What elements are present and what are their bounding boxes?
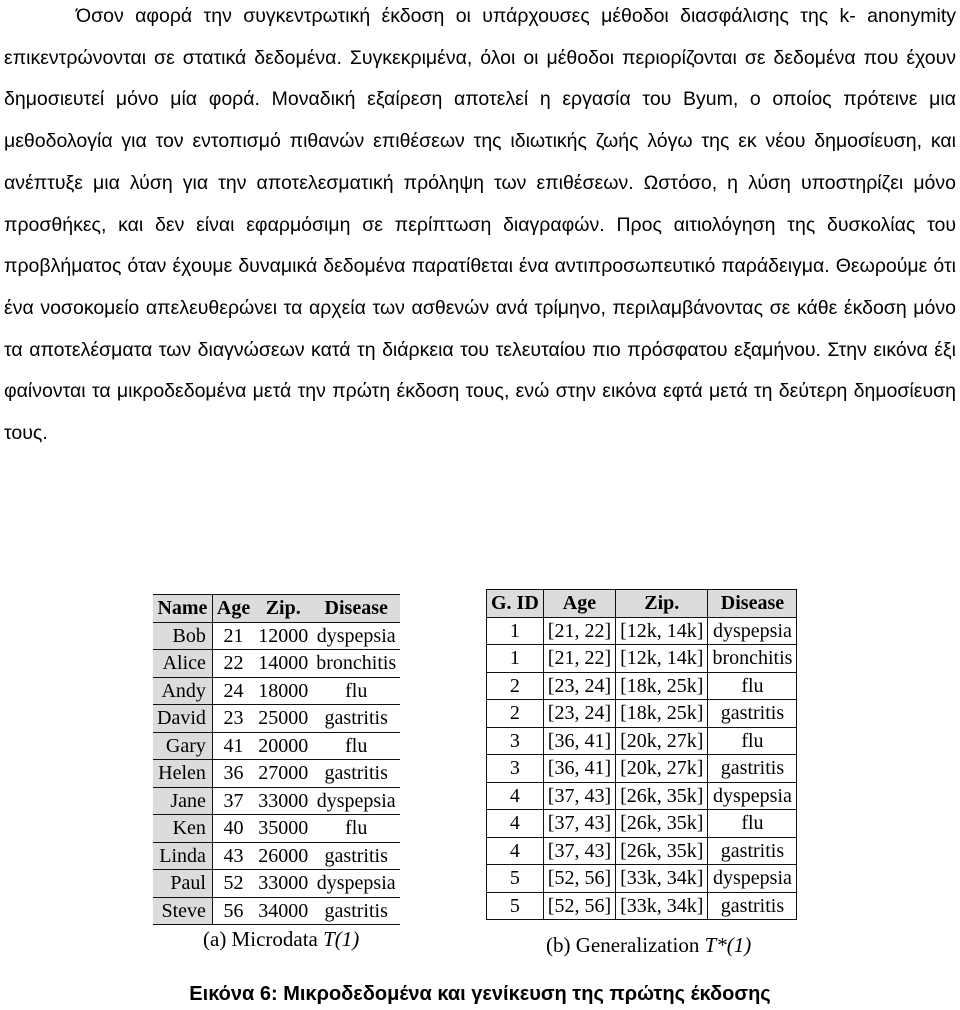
- table-cell: 1: [487, 617, 544, 645]
- table-cell: 34000: [254, 897, 312, 925]
- table-cell: 3: [487, 727, 544, 755]
- table-cell: Ken: [153, 815, 212, 843]
- table-cell: 22: [212, 650, 254, 678]
- table-cell: gastritis: [312, 705, 400, 733]
- table-cell: Helen: [153, 760, 212, 788]
- table-row: [153, 760, 400, 788]
- table-cell: 18000: [254, 677, 312, 705]
- caption-a-prefix: (a) Microdata: [203, 927, 324, 951]
- table-cell: [26k, 35k]: [616, 837, 708, 865]
- table-cell: 2: [487, 672, 544, 700]
- microdata-table: [153, 594, 400, 925]
- table-cell: 14000: [254, 650, 312, 678]
- table-cell: [37, 43]: [543, 837, 615, 865]
- table-cell: 4: [487, 810, 544, 838]
- table-cell: 3: [487, 755, 544, 783]
- table-cell: [18k, 25k]: [616, 700, 708, 728]
- table-cell: [23, 24]: [543, 672, 615, 700]
- table-cell: [12k, 14k]: [616, 645, 708, 673]
- table-cell: 33000: [254, 870, 312, 898]
- table-row: [153, 622, 400, 650]
- table-cell: flu: [708, 810, 797, 838]
- table-cell: 5: [487, 865, 544, 893]
- table-cell: [33k, 34k]: [616, 892, 708, 920]
- table-cell: dyspepsia: [312, 787, 400, 815]
- table-row: [487, 837, 797, 865]
- table-cell: [52, 56]: [543, 892, 615, 920]
- caption-a-math: T(1): [323, 927, 360, 951]
- table-cell: 37: [212, 787, 254, 815]
- table-cell: 26000: [254, 842, 312, 870]
- table-row: [487, 892, 797, 920]
- generalization-table: [486, 589, 797, 920]
- table-cell: [36, 41]: [543, 727, 615, 755]
- table-row: [487, 617, 797, 645]
- table-cell: [20k, 27k]: [616, 755, 708, 783]
- table-cell: [21, 22]: [543, 645, 615, 673]
- table-cell: Jane: [153, 787, 212, 815]
- caption-b-math: T*(1): [704, 933, 752, 957]
- table-cell: 2: [487, 700, 544, 728]
- table-cell: flu: [312, 677, 400, 705]
- table-cell: [33k, 34k]: [616, 865, 708, 893]
- table-row: [487, 672, 797, 700]
- table-cell: flu: [312, 815, 400, 843]
- table-cell: Bob: [153, 622, 212, 650]
- column-header: Disease: [708, 590, 797, 618]
- table-cell: David: [153, 705, 212, 733]
- table-cell: gastritis: [312, 842, 400, 870]
- table-row: [487, 782, 797, 810]
- figure-caption: Εικόνα 6: Μικροδεδομένα και γενίκευση της πρώτης έκδοσης: [189, 983, 771, 1005]
- column-header: Zip.: [616, 590, 708, 618]
- table-cell: 4: [487, 837, 544, 865]
- table-row: [153, 787, 400, 815]
- table-cell: bronchitis: [312, 650, 400, 678]
- table-cell: [26k, 35k]: [616, 810, 708, 838]
- table-cell: Steve: [153, 897, 212, 925]
- table-cell: 27000: [254, 760, 312, 788]
- table-row: [153, 897, 400, 925]
- table-cell: [12k, 14k]: [616, 617, 708, 645]
- table-header-row: [153, 595, 400, 623]
- table-cell: [37, 43]: [543, 810, 615, 838]
- table-row: [153, 650, 400, 678]
- table-cell: 24: [212, 677, 254, 705]
- table-row: [487, 865, 797, 893]
- table-cell: 12000: [254, 622, 312, 650]
- table-cell: 21: [212, 622, 254, 650]
- table-cell: Linda: [153, 842, 212, 870]
- table-cell: gastritis: [312, 897, 400, 925]
- table-row: [153, 815, 400, 843]
- body-paragraph: Όσον αφορά την συγκεντρωτική έκδοση οι υπάρχουσες μέθοδοι διασφάλισης της k- anonymity επικεντρώνονται σε στατικά δεδομένα. Συγκεκριμένα, όλοι οι μέθοδοι περιορίζονται σε δεδομένα που έχουν δημοσιευτεί μόνο μία φορά. Μοναδική εξαίρεση αποτελεί η εργασία του Byum, ο οποίος πρότεινε μια μεθοδολογία για τον εντοπισμό πιθανών επιθέσεων της ιδιωτικής ζωής λόγω της εκ νέου δημοσίευση, και ανέπτυξε μια λύση για την αποτελεσματική πρόληψη των επιθέσεων. Ωστόσο, η λύση υποστηρίζει μόνο προσθήκες, και δεν είναι εφαρμόσιμη σε περίπτωση διαγραφών. Προς αιτιολόγηση της δυσκολίας του προβλήματος όταν έχουμε δυναμικά δεδομένα παρατίθεται ένα αντιπροσωπευτικό παράδειγμα. Θεωρούμε ότι ένα νοσοκομείο απελευθερώνει τα αρχεία των ασθενών ανά τρίμηνο, περιλαμβάνοντας σε κάθε έκδοση μόνο τα αποτελέσματα των διαγνώσεων κατά τη διάρκεια του τελευταίου πιο πρόσφατου εξαμήνου. Στην εικόνα έξι φαίνονται τα μικροδεδομένα μετά την πρώτη έκδοση τους, ενώ στην εικόνα εφτά μετά τη δεύτερη δημοσίευση τους.: [4, 5, 956, 445]
- column-header: Age: [212, 595, 254, 623]
- table-row: [487, 810, 797, 838]
- table-cell: [37, 43]: [543, 782, 615, 810]
- table-cell: 20000: [254, 732, 312, 760]
- table-cell: gastritis: [708, 700, 797, 728]
- column-header: Zip.: [254, 595, 312, 623]
- table-cell: gastritis: [708, 892, 797, 920]
- table-row: [153, 732, 400, 760]
- table-b-caption: [546, 933, 751, 958]
- table-cell: gastritis: [312, 760, 400, 788]
- column-header: G. ID: [487, 590, 544, 618]
- table-cell: 33000: [254, 787, 312, 815]
- table-cell: gastritis: [708, 837, 797, 865]
- table-cell: dyspepsia: [708, 617, 797, 645]
- table-header-row: [487, 590, 797, 618]
- caption-b-prefix: (b) Generalization: [546, 933, 705, 957]
- table-row: [153, 870, 400, 898]
- table-cell: dyspepsia: [312, 870, 400, 898]
- table-cell: 25000: [254, 705, 312, 733]
- table-cell: 23: [212, 705, 254, 733]
- table-cell: [23, 24]: [543, 700, 615, 728]
- table-row: [487, 645, 797, 673]
- table-cell: dyspepsia: [312, 622, 400, 650]
- table-cell: 1: [487, 645, 544, 673]
- table-cell: flu: [312, 732, 400, 760]
- figure: [148, 585, 960, 965]
- table-cell: Paul: [153, 870, 212, 898]
- table-row: [153, 705, 400, 733]
- table-row: [153, 677, 400, 705]
- table-cell: [52, 56]: [543, 865, 615, 893]
- table-cell: dyspepsia: [708, 865, 797, 893]
- table-cell: 41: [212, 732, 254, 760]
- column-header: Disease: [312, 595, 400, 623]
- table-cell: dyspepsia: [708, 782, 797, 810]
- table-cell: Andy: [153, 677, 212, 705]
- table-cell: Alice: [153, 650, 212, 678]
- table-cell: 35000: [254, 815, 312, 843]
- column-header: Name: [153, 595, 212, 623]
- table-cell: [26k, 35k]: [616, 782, 708, 810]
- table-cell: flu: [708, 672, 797, 700]
- table-cell: 43: [212, 842, 254, 870]
- table-row: [487, 727, 797, 755]
- table-row: [487, 755, 797, 783]
- table-cell: 52: [212, 870, 254, 898]
- table-cell: 40: [212, 815, 254, 843]
- table-a-caption: [203, 927, 359, 952]
- table-cell: bronchitis: [708, 645, 797, 673]
- table-cell: [21, 22]: [543, 617, 615, 645]
- table-cell: gastritis: [708, 755, 797, 783]
- table-cell: flu: [708, 727, 797, 755]
- table-cell: [20k, 27k]: [616, 727, 708, 755]
- table-cell: 36: [212, 760, 254, 788]
- table-cell: 5: [487, 892, 544, 920]
- table-cell: Gary: [153, 732, 212, 760]
- table-cell: [36, 41]: [543, 755, 615, 783]
- table-cell: [18k, 25k]: [616, 672, 708, 700]
- table-cell: 4: [487, 782, 544, 810]
- table-row: [153, 842, 400, 870]
- table-row: [487, 700, 797, 728]
- column-header: Age: [543, 590, 615, 618]
- table-cell: 56: [212, 897, 254, 925]
